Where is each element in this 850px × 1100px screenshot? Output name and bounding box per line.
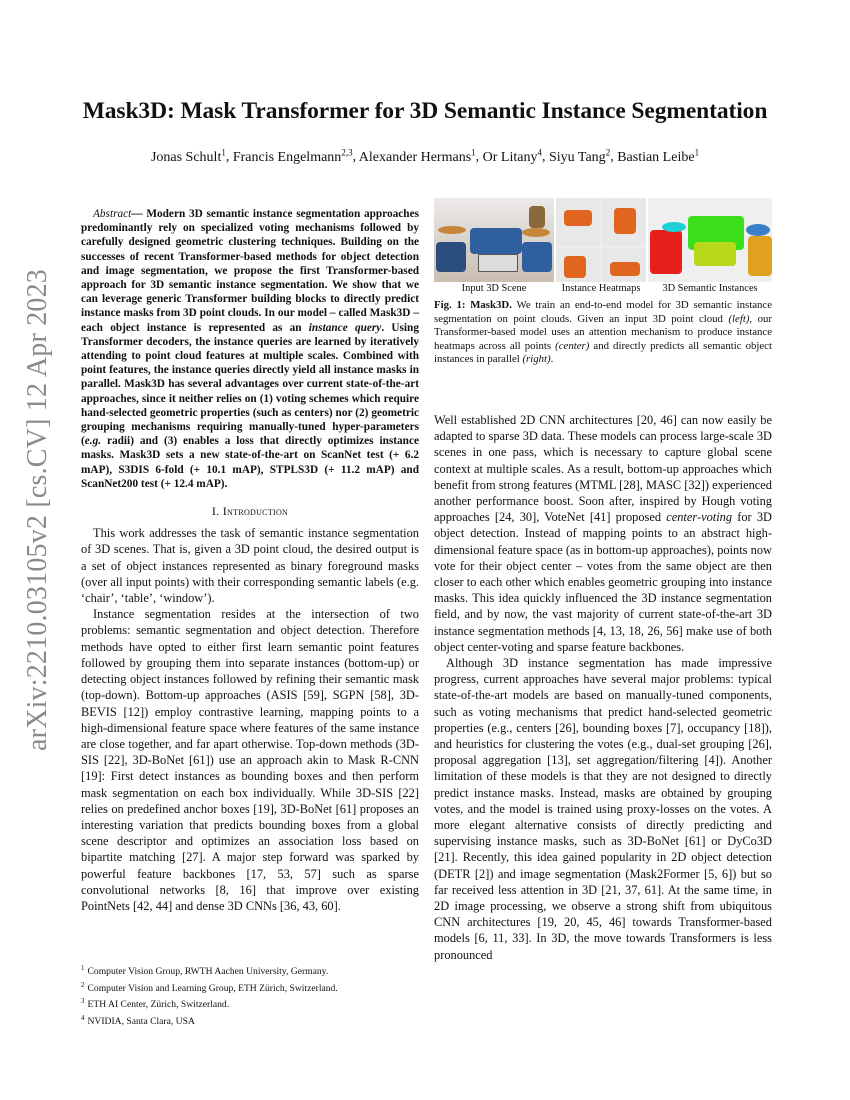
author: Or Litany$^4$ [482, 147, 542, 165]
figure-1 [434, 198, 772, 295]
instance-heatmaps-panel [556, 198, 646, 295]
panel-label: 3D Semantic Instances [648, 282, 772, 295]
paragraph: This work addresses the task of semantic instance segmentation of 3D scenes. That is, given a 3D point cloud, the desired output is a set of object instances represented as binary foreground masks (over all input points) with their corresponding semantic labels (e.g. ‘chair’, ‘table’, ‘window’). [81, 526, 419, 606]
figure-caption: Fig. 1: Mask3D. We train an end-to-end model for 3D semantic instance segmentation on point clouds. Given an input 3D point cloud (left), our Transformer-based model uses an attention mechanism to produce instance heatmaps across all points (center) and directly predicts all semantic object instances in parallel (right). [434, 299, 773, 366]
left-column [81, 207, 419, 914]
right-column [434, 198, 772, 963]
author: Jonas Schult$^1$ [150, 147, 226, 165]
author: Francis Engelmann$^{2,3}$ [232, 147, 353, 165]
footnotes [81, 962, 419, 1028]
paragraph: Well established 2D CNN architectures [20, 46] can now easily be adapted to sparse 3D data. These models can process large-scale 3D scenes in one pass, which is necessary to capture global scene context at multiple scales. As a result, bottom-up approaches which benefit from strong features (MTML [28], MASC [32]) experienced another performance boost. Soon after, inspired by Hough voting approaches [24, 30], VoteNet [41] proposed center-voting for 3D object detection. Instead of mapping points to an abstract high-dimensional feature space (as in bottom-up approaches), points now vote for their object center – votes from the same object are then closer to each other which enables geometric grouping into instance masks. This idea quickly influenced the 3D instance segmentation field, and by now, the vast majority of current state-of-the-art 3D instance segmentation methods [4, 13, 18, 26, 56] make use of both object center-voting and sparse feature backbones. [434, 412, 772, 654]
author: Alexander Hermans$^1$ [358, 147, 476, 165]
author: Siyu Tang$^2$ [548, 147, 611, 165]
panel-label: Input 3D Scene [434, 282, 554, 295]
footnote: $^4$ NVIDIA, Santa Clara, USA [81, 1013, 195, 1027]
arxiv-stamp-text: arXiv:2210.03105v2 [cs.CV] 12 Apr 2023 [22, 268, 54, 752]
author-list: Jonas Schult$^1$, Francis Engelmann$^{2,3}$, Alexander Hermans$^1$, Or Litany$^4$, Siyu Tang$^2$, Bastian Leibe$^1$ [150, 147, 700, 165]
panel-label: Instance Heatmaps [556, 282, 646, 295]
input-3d-scene-panel [434, 198, 554, 295]
paragraph: Although 3D instance segmentation has made impressive progress, current approaches have several major problems: typical state-of-the-art models are based on manually-tuned components, such as voting mechanisms that predict hand-selected geometric properties (e.g., centers [26], bounding boxes [7], occupancy [18]), and heuristics for clustering the votes (e.g., dual-set grouping [26], proposal aggregation [13], set aggregation/filtering [4]). Another limitation of these models is that they are not designed to directly predict instance masks. Instead, masks are obtained by grouping votes, and the model is trained using proxy-losses on the votes. A more elegant alternative consists of directly predicting and supervising instance masks, such as 3D-BoNet [61] or DyCo3D [21]. Recently, this idea gained popularity in 2D object detection (DETR [2]) and image segmentation (Mask2Former [5, 6]) but so far received less attention in 3D [21, 37, 61]. At the same time, in 2D image processing, we observe a strong shift from ubiquitous CNN architectures [19, 20, 45, 46] towards Transformer-based models [6, 11, 33]. In 3D, the move towards Transformers is less pronounced [434, 656, 772, 962]
abstract: Abstract— Modern 3D semantic instance segmentation approaches predominantly rely on specialized voting mechanisms followed by carefully designed geometric clustering techniques. Building on the successes of recent Transformer-based methods for object detection and image segmentation, we propose the first Transformer-based approach for 3D semantic instance segmentation. We show that we can leverage generic Transformer building blocks to directly predict instance masks from 3D point clouds. In our model – called Mask3D – each object instance is represented as an instance query. Using Transformer decoders, the instance queries are learned by iteratively attending to point cloud features at multiple scales. Combined with point features, the instance queries directly yield all instance masks in parallel. Mask3D has several advantages over current state-of-the-art approaches, since it neither relies on (1) voting schemes which require hand-selected geometric properties (such as centers) nor (2) geometric grouping mechanisms requiring manually-tuned hyper-parameters (e.g. radii) and (3) enables a loss that directly optimizes instance masks. Mask3D sets a new state-of-the-art on ScanNet test (+ 6.2 mAP), S3DIS 6-fold (+ 10.1 mAP), STPLS3D (+ 11.2 mAP) and ScanNet200 test (+ 12.4 mAP). [81, 208, 419, 490]
paragraph: Instance segmentation resides at the intersection of two problems: semantic segmentation and object detection. Therefore methods have opted to either first learn semantic point features followed by grouping them into separate instances (bottom-up) or detecting object instances followed by refining their semantic mask (top-down). Bottom-up approaches (ASIS [59], SGPN [58], 3D-BEVIS [12]) employ contrastive learning, mapping points to a high-dimensional feature space where features of the same instance are close together, and far apart otherwise. Top-down methods (3D-SIS [22], 3D-BoNet [61]) use an approach akin to Mask R-CNN [19]: First detect instances as bounding boxes and then perform mask segmentation on each box individually. While 3D-SIS [22] relies on predefined anchor boxes [19], 3D-BoNet [61] proposes an interesting variation that predicts bounding boxes from a global scene descriptor and optimizes an association loss based on bipartite matching [27]. A major step forward was sparked by powerful feature backbones [17, 53, 57] such as sparse convolutional networks [8, 16] that improve over existing PointNets [42, 44] and dense 3D CNNs [36, 43, 60]. [81, 607, 419, 913]
footnote: $^2$ Computer Vision and Learning Group, ETH Zürich, Switzerland. [81, 980, 338, 994]
author: Bastian Leibe$^1$ [617, 147, 700, 165]
footnote: $^1$ Computer Vision Group, RWTH Aachen University, Germany. [81, 964, 329, 978]
right-body-text [434, 412, 772, 963]
arxiv-identifier-stamp [18, 268, 58, 752]
section-heading-introduction: I. Introduction [211, 504, 289, 519]
paper-title: Mask3D: Mask Transformer for 3D Semantic Instance Segmentation [82, 98, 768, 124]
abstract-lead: Abstract [93, 208, 132, 220]
footnote: $^3$ ETH AI Center, Zürich, Switzerland. [81, 997, 230, 1011]
3d-semantic-instances-panel [648, 198, 772, 295]
